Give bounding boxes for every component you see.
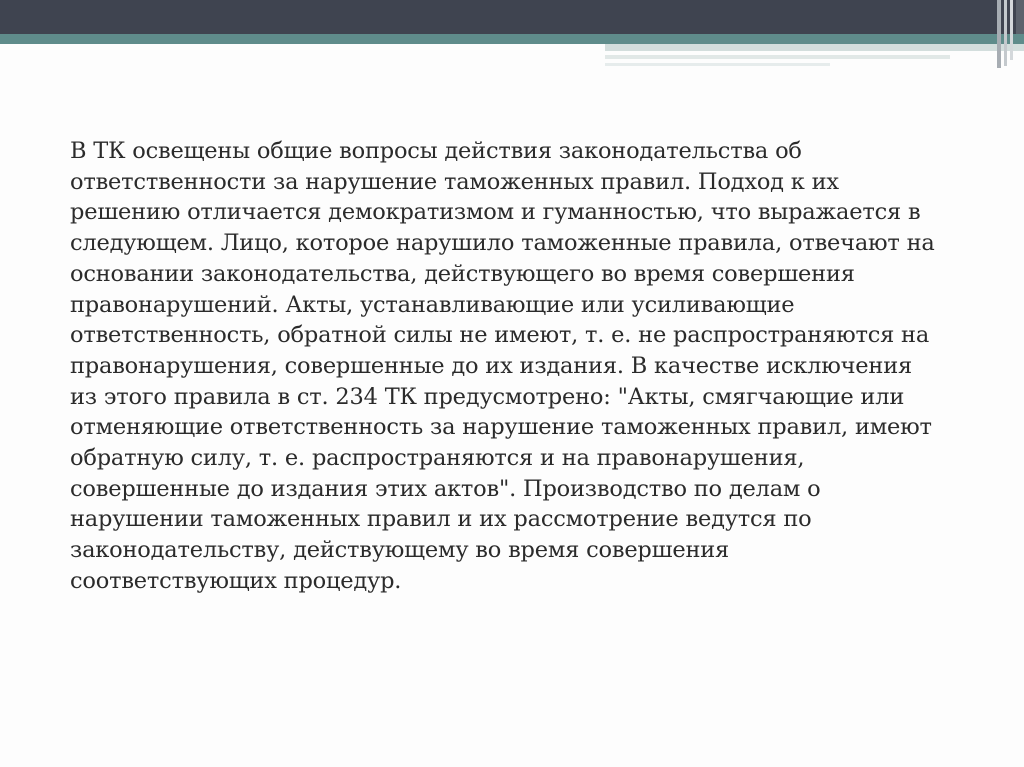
header-accent-line-short	[605, 63, 830, 66]
header-accent-stripe	[605, 44, 1024, 51]
header-teal-band	[0, 34, 1024, 44]
header-dark-band	[0, 0, 1024, 34]
header-accent-line	[605, 55, 950, 59]
corner-bar	[1004, 0, 1007, 66]
corner-bar	[997, 0, 1001, 68]
slide-body-text: В ТК освещены общие вопросы действия законодательства об ответственности за нарушение таможенных правил. Подход к их решению отличается демократизмом и гуманностью, что выражается в следующем. Лицо, которое нарушило таможенные правила, отвечают на основании законодательства, действующего во время совершения правонарушений. Акты, устанавливающие или усиливающие ответственность, обратной силы не имеют, т. е. не распространяются на правонарушения, совершенные до их издания. В качестве исключения из этого правила в ст. 234 ТК предусмотрено: "Акты, смягчающие или отменяющие ответственность за нарушение таможенных правил, имеют обратную силу, т. е. распространяются и на правонарушения, совершенные до издания этих актов". Производство по делам о нарушении таможенных правил и их рассмотрение ведутся по законодательству, действующему во время совершения соответствующих процедур.	[70, 138, 935, 594]
corner-bar	[1010, 0, 1013, 60]
corner-bar	[1016, 0, 1024, 34]
